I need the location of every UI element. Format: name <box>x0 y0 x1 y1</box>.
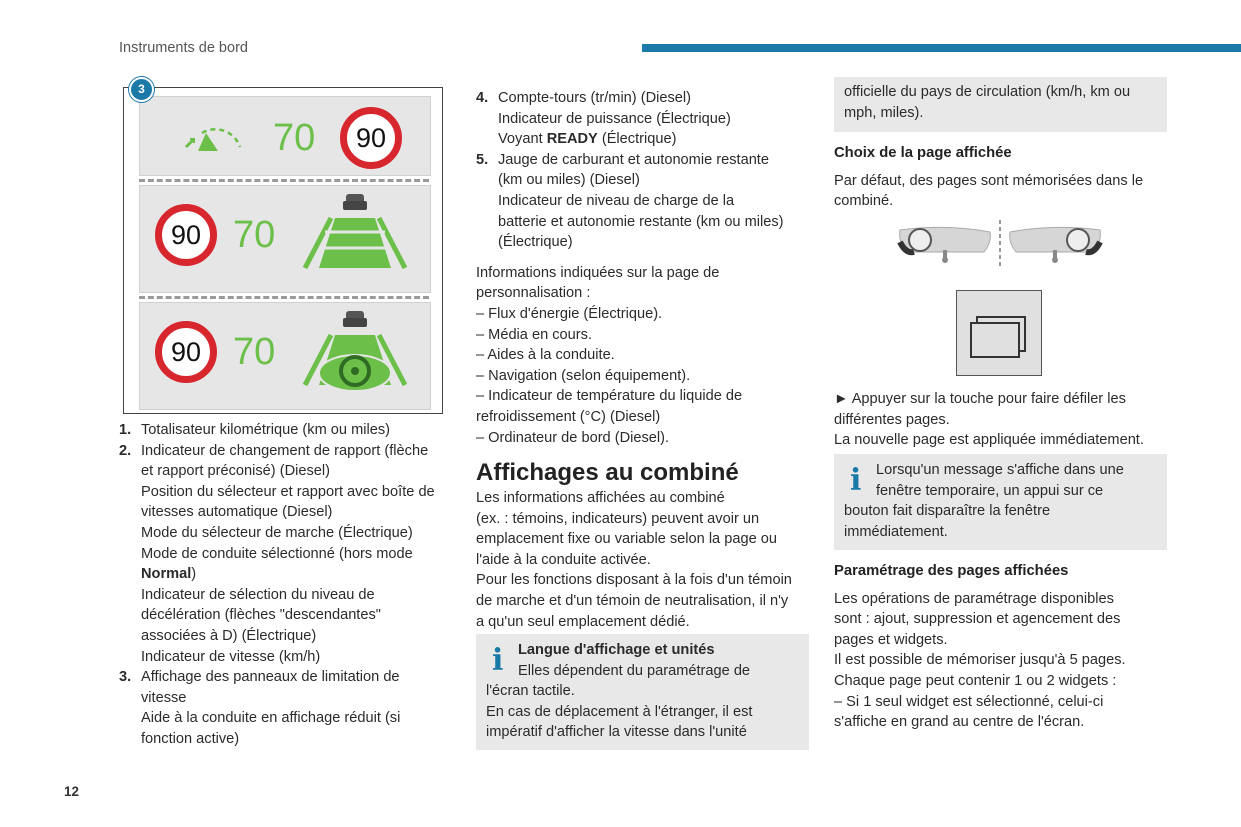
speed-limit-sign: 90 <box>155 204 217 266</box>
instruction: ► Appuyer sur la touche pour faire défiler les différentes pages. La nouvelle page est appliquée immédiatement. <box>834 391 1144 449</box>
legend-item-4: 4. Compte-tours (tr/min) (Diesel) Indicateur de puissance (Électrique) Voyant READY (Électrique) <box>476 90 731 148</box>
page-scroll-button[interactable] <box>956 290 1042 376</box>
divider <box>139 296 429 299</box>
section-heading: Affichages au combiné <box>476 459 739 487</box>
display-panel-assist <box>139 185 431 293</box>
info-icon: i <box>492 643 504 678</box>
perso-intro: Informations indiquées sur la page de personnalisation : <box>476 264 720 302</box>
steering-position-icons <box>896 218 1104 270</box>
section-paragraph: Les informations affichées au combiné (ex. : témoins, indicateurs) peuvent avoir un emplacement fixe ou variable selon la page ou l'aide à la conduite activée. Pour les fonctions disposant à la fois d'un témoin de marche et d'un témoin de neutralisation, il n'y a qu'un seul emplacement dédié. <box>476 490 792 630</box>
legend-item-3: 3. Affichage des panneaux de limitation de vitesse Aide à la conduite en affichage réduit (si fonction active) <box>119 669 401 747</box>
cluster-illustration <box>123 87 443 414</box>
lane-assist-icon <box>295 192 415 272</box>
settings-paragraph: Les opérations de paramétrage disponibles sont : ajout, suppression et agencement des pages et widgets. Il est possible de mémoriser jusqu'à 5 pages. Chaque page peut contenir 1 ou 2 widgets : – Si 1 seul widget est sélectionné, celui-ci s'affiche en grand au centre de l'écran. <box>834 590 1126 731</box>
perso-list: – Flux d'énergie (Électrique). – Média en cours. – Aides à la conduite. – Navigation (selon équipement). – Indicateur de température du liquide de refroidissement (°C) (Diesel) – Ordinateur de bord (Diesel). <box>476 305 743 446</box>
continued-box: officielle du pays de circulation (km/h, km ou mph, miles). <box>834 77 1167 132</box>
current-speed: 70 <box>233 331 276 373</box>
info-title: Langue d'affichage et unités <box>518 642 715 658</box>
pages-icon <box>957 291 1041 375</box>
section-title: Instruments de bord <box>119 40 248 56</box>
legend-list-left <box>119 420 454 750</box>
divider <box>139 179 429 182</box>
speed-limit-sign: 90 <box>340 107 402 169</box>
heading-page-choice: Choix de la page affichée <box>834 145 1012 161</box>
info-box-message: i Lorsqu'un message s'affiche dans une fenêtre temporaire, un appui sur ce bouton fait disparaître la fenêtre immédiatement. <box>834 454 1167 550</box>
info-icon: i <box>850 463 862 498</box>
legend-item-5: 5. Jauge de carburant et autonomie restante (km ou miles) (Diesel) Indicateur de niveau de charge de la batterie et autonomie restante (km ou miles) (Électrique) <box>476 151 784 251</box>
header-accent-bar <box>642 44 1241 52</box>
middle-column <box>476 88 816 632</box>
right-column-top: Choix de la page affichée Par défaut, des pages sont mémorisées dans le combiné. <box>834 143 1164 212</box>
right-column-bottom <box>834 561 1164 733</box>
speed-limit-sign: 90 <box>155 321 217 383</box>
info-box-language: i Langue d'affichage et unités Elles dépendent du paramétrage de l'écran tactile. En cas de déplacement à l'étranger, il est impératif d'afficher la vitesse dans l'unité <box>476 634 809 750</box>
page-number: 12 <box>64 784 80 799</box>
current-speed: 70 <box>273 117 316 159</box>
display-panel-assist-active <box>139 302 431 410</box>
legend-item-2: 2. Indicateur de changement de rapport (flèche et rapport préconisé) (Diesel) Position du sélecteur et rapport avec boîte de vitesses automatique (Diesel) Mode du sélecteur de marche (Électrique) Mode de conduite sélectionné (hors mode Normal) Indicateur de sélection du niveau de décélération (flèches "descendantes" associées à D) (Électrique) Indicateur de vitesse (km/h) <box>119 442 435 665</box>
heading-page-settings: Paramétrage des pages affichées <box>834 563 1069 579</box>
steering-assist-icon <box>295 309 415 395</box>
rev-counter-icon <box>180 119 244 159</box>
current-speed: 70 <box>233 214 276 256</box>
figure-number-badge: 3 <box>129 77 154 102</box>
legend-item-1: 1. Totalisateur kilométrique (km ou miles) <box>119 422 390 438</box>
display-panel-reduced <box>139 96 431 176</box>
